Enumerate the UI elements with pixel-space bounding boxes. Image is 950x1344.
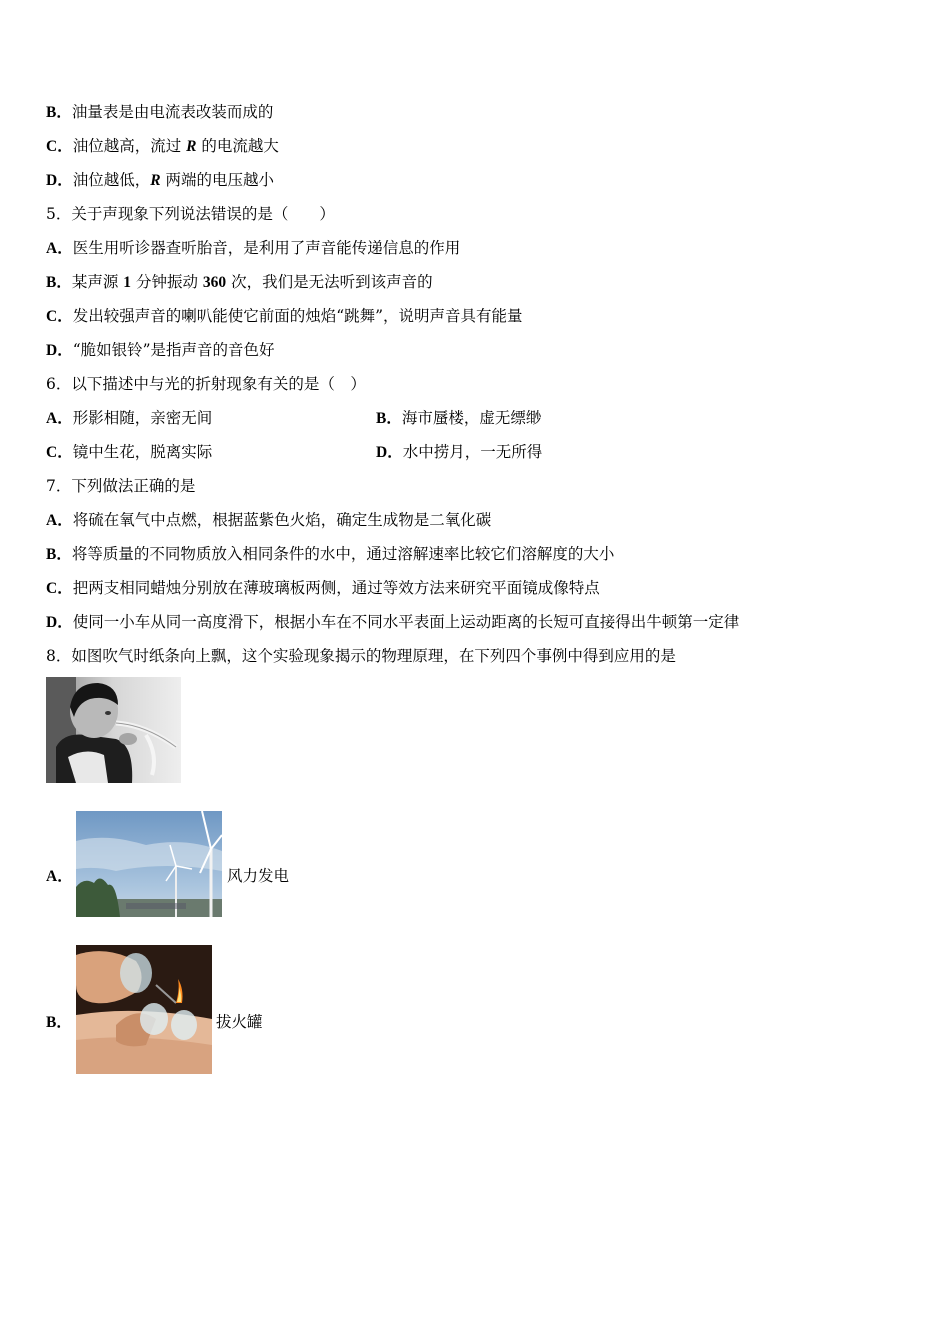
q8-option-b-label: B． — [46, 1014, 72, 1031]
question-8-stem: 8．如图吹气时纸条向上飘，这个实验现象揭示的物理原理，在下列四个事例中得到应用的是 — [46, 647, 676, 665]
number-value: 360 — [202, 274, 227, 291]
wind-turbine-illustration — [76, 811, 222, 917]
option-text: 形影相随，亲密无间 — [72, 409, 213, 427]
option-label: B． — [46, 546, 72, 563]
option-text: “脆如银铃”是指声音的音色好 — [72, 341, 275, 359]
option-text-pre: 油位越低， — [72, 171, 151, 189]
q6-row-2 — [46, 442, 543, 463]
child-blowing-illustration — [46, 677, 181, 783]
option-label: C． — [46, 138, 73, 155]
q6-option-c — [46, 443, 212, 461]
q7-option-c — [46, 578, 600, 599]
option-text: 将硫在氧气中点燃，根据蓝紫色火焰，确定生成物是二氧化碳 — [72, 511, 492, 529]
option-label: A． — [46, 512, 73, 529]
q8-option-a-caption: 风力发电 — [227, 867, 290, 885]
option-label: A． — [46, 410, 73, 427]
option-label: A． — [46, 240, 73, 257]
option-label: B． — [376, 410, 402, 427]
cupping-therapy-image — [76, 945, 212, 1074]
option-label: D． — [376, 444, 403, 461]
option-label: D． — [46, 614, 73, 631]
q5-option-c — [46, 306, 523, 327]
option-text: 把两支相同蜡烛分别放在薄玻璃板两侧，通过等效方法来研究平面镜成像特点 — [72, 579, 600, 597]
option-text: 镜中生花，脱离实际 — [72, 443, 213, 461]
child-blowing-paper-image — [46, 677, 181, 783]
q4-option-b — [46, 102, 273, 123]
q5-option-b — [46, 272, 433, 293]
option-label: B． — [46, 274, 72, 291]
option-text: 海市蜃楼，虚无缥缈 — [401, 409, 542, 427]
q8-option-b-caption: 拔火罐 — [216, 1013, 263, 1031]
question-5-stem: 5．关于声现象下列说法错误的是（ ） — [46, 205, 335, 223]
q6-row-1 — [46, 408, 542, 429]
q5-option-a — [46, 238, 460, 259]
q6-option-a — [46, 409, 212, 427]
question-6-stem: 6．以下描述中与光的折射现象有关的是（ ） — [46, 375, 366, 393]
option-label: D． — [46, 172, 73, 189]
option-text-post: 的电流越大 — [196, 137, 279, 155]
q4-option-c — [46, 136, 279, 157]
option-text-pre: 某声源 — [71, 273, 124, 291]
q6-option-b — [376, 408, 541, 429]
q7-option-d — [46, 612, 739, 633]
option-text: 使同一小车从同一高度滑下，根据小车在不同水平表面上运动距离的长短可直接得出牛顿第一定律 — [72, 613, 740, 631]
option-label: C． — [46, 580, 73, 597]
q7-option-b — [46, 544, 614, 565]
q6-option-d — [376, 442, 542, 463]
option-text: 医生用听诊器查听胎音，是利用了声音能传递信息的作用 — [72, 239, 461, 257]
number-value: 1 — [123, 274, 132, 291]
option-text-post: 两端的电压越小 — [160, 171, 274, 189]
option-text-pre: 油位越高，流过 — [72, 137, 187, 155]
variable-r: R — [186, 138, 197, 155]
q4-option-d — [46, 170, 274, 191]
option-text-mid: 分钟振动 — [131, 273, 203, 291]
option-text: 将等质量的不同物质放入相同条件的水中，通过溶解速率比较它们溶解度的大小 — [71, 545, 615, 563]
question-7-stem: 7．下列做法正确的是 — [46, 477, 196, 495]
cupping-illustration — [76, 945, 212, 1074]
q7-option-a — [46, 510, 491, 531]
wind-turbine-image — [76, 811, 222, 917]
variable-r: R — [150, 172, 161, 189]
option-text: 水中捞月，一无所得 — [402, 443, 543, 461]
option-label: C． — [46, 308, 73, 325]
option-label: B． — [46, 104, 72, 121]
q8-option-a-label: A． — [46, 868, 73, 885]
option-text: 发出较强声音的喇叭能使它前面的烛焰“跳舞”，说明声音具有能量 — [72, 307, 523, 325]
option-label: C． — [46, 444, 73, 461]
option-text: 油量表是由电流表改装而成的 — [71, 103, 274, 121]
option-label: D． — [46, 342, 73, 359]
option-text-post: 次，我们是无法听到该声音的 — [226, 273, 433, 291]
q5-option-d — [46, 340, 275, 361]
